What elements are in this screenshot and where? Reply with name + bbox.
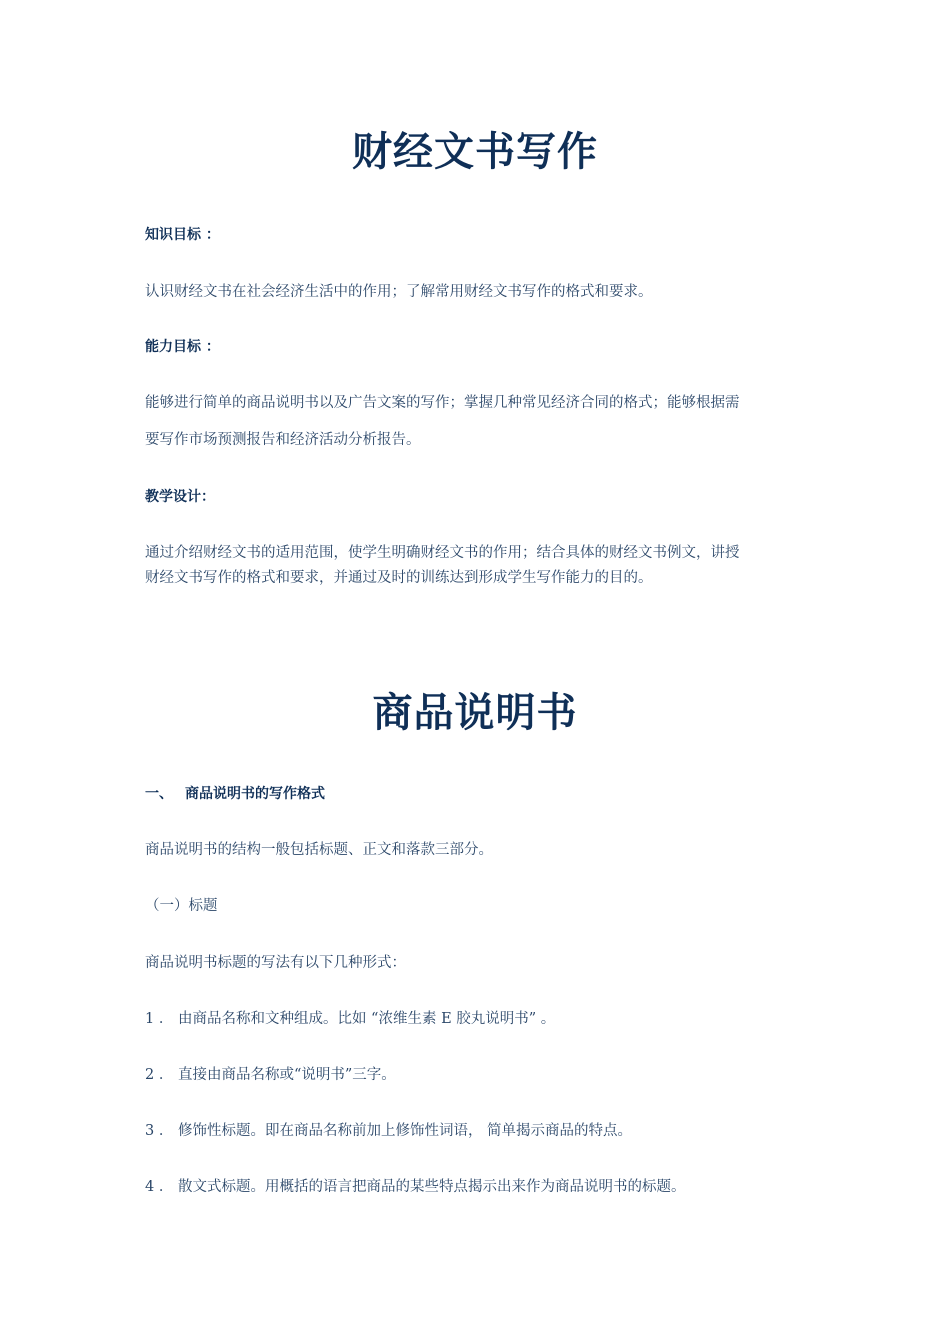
section-heading-text: 商品说明书的写作格式 <box>185 786 325 802</box>
sub-heading: （一）标题 <box>145 898 218 914</box>
teaching-design-paragraph <box>145 543 810 588</box>
ability-goal-line: 能够进行简单的商品说明书以及广告文案的写作；掌握几种常见经济合同的格式；能够根据需 <box>145 395 740 411</box>
knowledge-goal-label: 知识目标 ： <box>145 227 220 243</box>
structure-text: 商品说明书的结构一般包括标题、正文和落款三部分。 <box>145 842 493 858</box>
document-title: 财经文书写作 <box>352 128 598 175</box>
list-item: 3 ． 修饰性标题。即在商品名称前加上修饰性词语， 简单揭示商品的特点。 <box>145 1123 633 1139</box>
teaching-design-line: 财经文书写作的格式和要求，并通过及时的训练达到形成学生写作能力的目的。 <box>145 570 653 586</box>
ability-goal-label: 能力目标 ： <box>145 339 220 355</box>
list-item: 2 ． 直接由商品名称或“说明书”三字。 <box>145 1067 396 1083</box>
section-title: 商品说明书 <box>372 689 578 736</box>
teaching-design-line: 通过介绍财经文书的适用范围，使学生明确财经文书的作用；结合具体的财经文书例文，讲授 <box>145 545 740 561</box>
knowledge-goal-text: 认识财经文书在社会经济生活中的作用；了解常用财经文书写作的格式和要求。 <box>145 284 653 300</box>
list-item: 1 ． 由商品名称和文种组成。比如 “浓维生素 E 胶丸说明书” 。 <box>145 1011 556 1027</box>
ability-goal-line: 要写作市场预测报告和经济活动分析报告。 <box>145 432 421 448</box>
forms-intro: 商品说明书标题的写法有以下几种形式： <box>145 955 406 971</box>
ability-goal-paragraph <box>145 393 810 450</box>
section-heading <box>145 784 325 804</box>
teaching-design-label: 教学设计： <box>145 489 215 505</box>
section-heading-number: 一、 <box>145 786 173 802</box>
list-item: 4 ． 散文式标题。用概括的语言把商品的某些特点揭示出来作为商品说明书的标题。 <box>145 1179 686 1195</box>
